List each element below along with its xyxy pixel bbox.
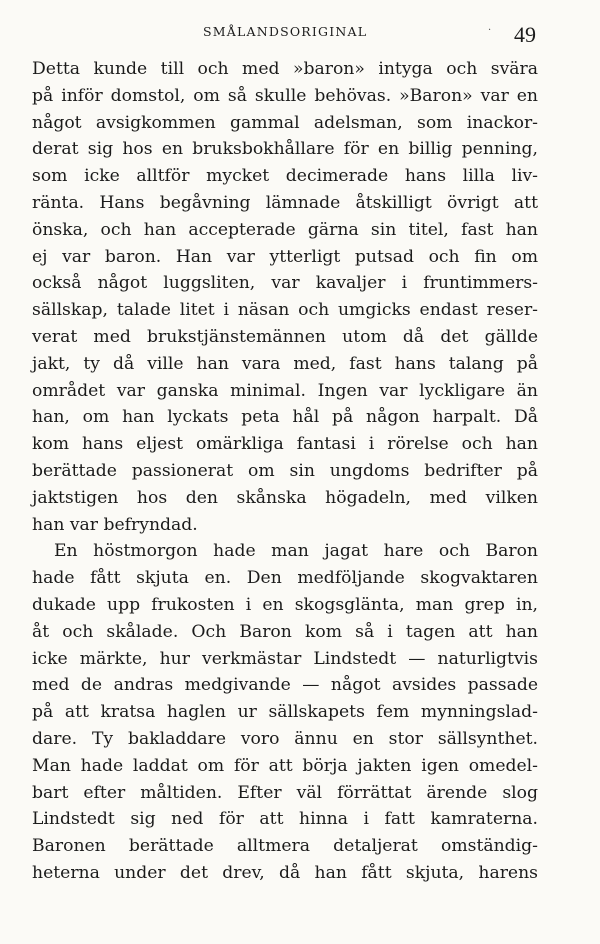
- text-line: på att kratsa haglen ur sällskapets fem mynningslad-: [32, 702, 538, 723]
- text-line: heterna under det drev, då han fått skjuta, harens: [32, 862, 538, 883]
- body-text: [32, 56, 538, 887]
- text-line: Man hade laddat om för att börja jakten igen omedel-: [32, 755, 538, 776]
- text-line: dare. Ty bakladdare voro ännu en stor sällsynthet.: [32, 728, 538, 749]
- running-title: SMÅLANDSORIGINAL: [203, 24, 368, 39]
- text-line: jakt, ty då ville han vara med, fast hans talang på: [32, 353, 538, 374]
- text-line: bart efter måltiden. Efter väl förrättat ärende slog: [32, 782, 538, 803]
- paragraph-first-line: En höstmorgon hade man jagat hare och Baron: [54, 541, 538, 562]
- text-line: dukade upp frukosten i en skogsglänta, man grep in,: [32, 594, 538, 615]
- text-line: ränta. Hans begåvning lämnade åtskilligt övrigt att: [32, 192, 538, 213]
- text-line: icke märkte, hur verkmästar Lindstedt — naturligtvis: [32, 648, 538, 669]
- text-line: på inför domstol, om så skulle behövas. »Baron» var en: [32, 85, 538, 106]
- text-line: derat sig hos en bruksbokhållare för en billig penning,: [32, 139, 538, 160]
- page-number: 49: [514, 22, 536, 47]
- text-line: han, om han lyckats peta hål på någon harpalt. Då: [32, 407, 538, 428]
- text-line: Detta kunde till och med »baron» intyga och svära: [32, 59, 538, 79]
- text-line: området var ganska minimal. Ingen var lyckligare än: [32, 380, 538, 401]
- text-line: kom hans eljest omärkliga fantasi i rörelse och han: [32, 434, 538, 455]
- text-line: verat med brukstjänstemännen utom då det gällde: [32, 326, 538, 347]
- header-dot: ·: [488, 25, 492, 36]
- text-line: åt och skålade. Och Baron kom så i tagen att han: [32, 621, 538, 642]
- text-line: jaktstigen hos den skånska högadeln, med vilken: [32, 487, 538, 508]
- text-line: önska, och han accepterade gärna sin titel, fast han: [32, 219, 538, 240]
- text-line: också något luggsliten, var kavaljer i fruntimmers-: [32, 273, 538, 294]
- paragraph-last-line: han var befryndad.: [32, 514, 198, 535]
- text-line: Lindstedt sig ned för att hinna i fatt kamraterna.: [32, 809, 538, 830]
- text-line: något avsigkommen gammal adelsman, som inackor-: [32, 112, 538, 133]
- text-line: ej var baron. Han var ytterligt putsad och fin om: [32, 246, 538, 267]
- text-line: som icke alltför mycket decimerade hans lilla liv-: [32, 166, 538, 187]
- text-line: Baronen berättade alltmera detaljerat omständig-: [32, 836, 538, 857]
- text-line: sällskap, talade litet i näsan och umgicks endast reser-: [32, 300, 538, 321]
- text-line: med de andras medgivande — något avsides passade: [32, 675, 538, 696]
- text-line: hade fått skjuta en. Den medföljande skogvaktaren: [32, 568, 538, 589]
- text-line: berättade passionerat om sin ungdoms bedrifter på: [32, 460, 538, 481]
